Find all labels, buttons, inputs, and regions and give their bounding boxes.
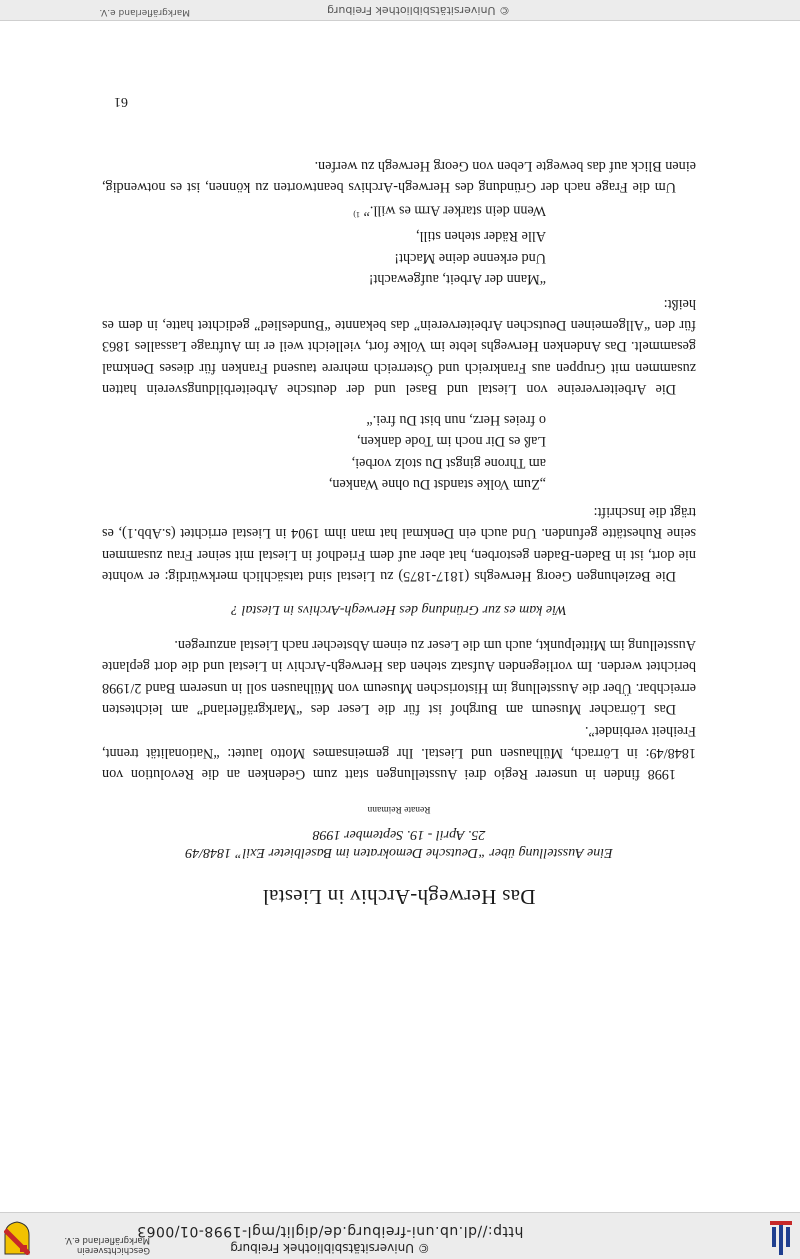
footnote-marker: 1) <box>353 210 360 220</box>
association-crest-icon <box>4 1221 30 1255</box>
page-number: 61 <box>114 94 128 109</box>
paragraph-workers: Die Arbeitervereine von Liestal und Basel und der deutsche Arbeiterbildungsverein hatten zusammen mit Gruppen aus Frankreich und Österreich mehrere tausend Franken für dieses Denkmal gesammelt. Das Andenken Herweghs lebte im Volke fort, vielleicht weil er im Auftrage Lassalles 1863 für den “Allgemeinen Deutschen Arbeiterverein” das bekannte “Bundeslied” gedichtet hatte, in dem es heißt: <box>102 295 696 397</box>
association-name: Geschichtsverein Markgräflerland e.V. <box>64 1235 150 1255</box>
footer-association: Markgräflerland e.V. <box>99 7 190 17</box>
verse-line: o freies Herz, nun bist Du frei.“ <box>366 412 546 429</box>
paragraph-question: Um die Frage nach der Gründung des Herwegh-Archivs beantworten zu können, ist es notwendig, einen Blick auf das bewegte Leben von Georg Herwegh zu werfen. <box>102 157 696 195</box>
monument-inscription-verse <box>126 409 546 494</box>
article-title: Das Herwegh-Archiv in Liestal <box>262 885 536 909</box>
verse-line: Laß es Dir noch im Tode danken, <box>356 433 546 450</box>
verse-line: am Throne gingst Du stolz vorbei, <box>351 454 546 471</box>
footer-copyright: © Universitätsbibliothek Freiburg <box>327 4 510 17</box>
paragraph-museums: Das Lörracher Museum am Burghof ist für die Leser des “Markgräflerland” am leichtesten erreichbar. Über die Ausstellung im Historischen Museum von Mülhausen soll in unserem Band 2/1998 berichtet werden. Im vorliegenden Aufsatz stehen das Herwegh-Archiv in Liestal und die dort geplante Ausstellung im Mittelpunkt, auch um die Leser zu einem Abstecher nach Liestal anzuregen. <box>102 637 696 717</box>
verse-line: „Zum Volke standst Du ohne Wanken, <box>328 476 546 492</box>
verse-line: “Mann der Arbeit, aufgewacht! <box>368 271 546 287</box>
article-author: Renate Reimann <box>367 804 431 814</box>
section-heading: Wie kam es zur Gründung des Herwegh-Archivs in Liestal ? <box>231 602 567 617</box>
university-library-logo <box>770 1221 792 1255</box>
verse-line: Und erkenne deine Macht! <box>394 249 546 266</box>
viewer-header-text <box>120 1223 540 1255</box>
article-subtitle: Eine Ausstellung über “Deutsche Demokraten im Baselbieter Exil” 1848/49 25. April - 19. September 1998 <box>185 827 613 860</box>
viewer-footer-bar <box>0 0 800 21</box>
verse-line: Wenn dein starker Arm es will.” $^{1)}$ <box>353 202 546 220</box>
paragraph-relations: Die Beziehungen Georg Herweghs (1817-1875) zu Liestal sind tatsächlich merkwürdig: er wohnte nie dort, ist in Baden-Baden gestorben, hat aber auf dem Friedhof in Liestal mit seiner Frau zusammen seine Ruhestätte gefunden. Und auch ein Denkmal hat man ihm 1904 in Liestal errichtet (s.Abb.1), es trägt die Inschrift: <box>102 504 696 584</box>
verse-line: Alle Räder stehen still, <box>415 228 546 245</box>
bundeslied-verse <box>126 199 546 289</box>
copyright-text: © Universitätsbibliothek Freiburg <box>230 1241 430 1255</box>
viewer-header-bar <box>0 1212 800 1259</box>
paragraph-intro: 1998 finden in unserer Regio drei Ausstellungen statt zum Gedenken an die Revolution von 1848/49: in Lörrach, Mülhausen und Liestal. Ihr gemeinsames Motto lautet: “Nationalität trennt, Freiheit verbindet”. <box>102 723 696 782</box>
document-url-link[interactable]: http://dl.ub.uni-freiburg.de/diglit/mgl-1998-01/0063 <box>136 1223 524 1239</box>
